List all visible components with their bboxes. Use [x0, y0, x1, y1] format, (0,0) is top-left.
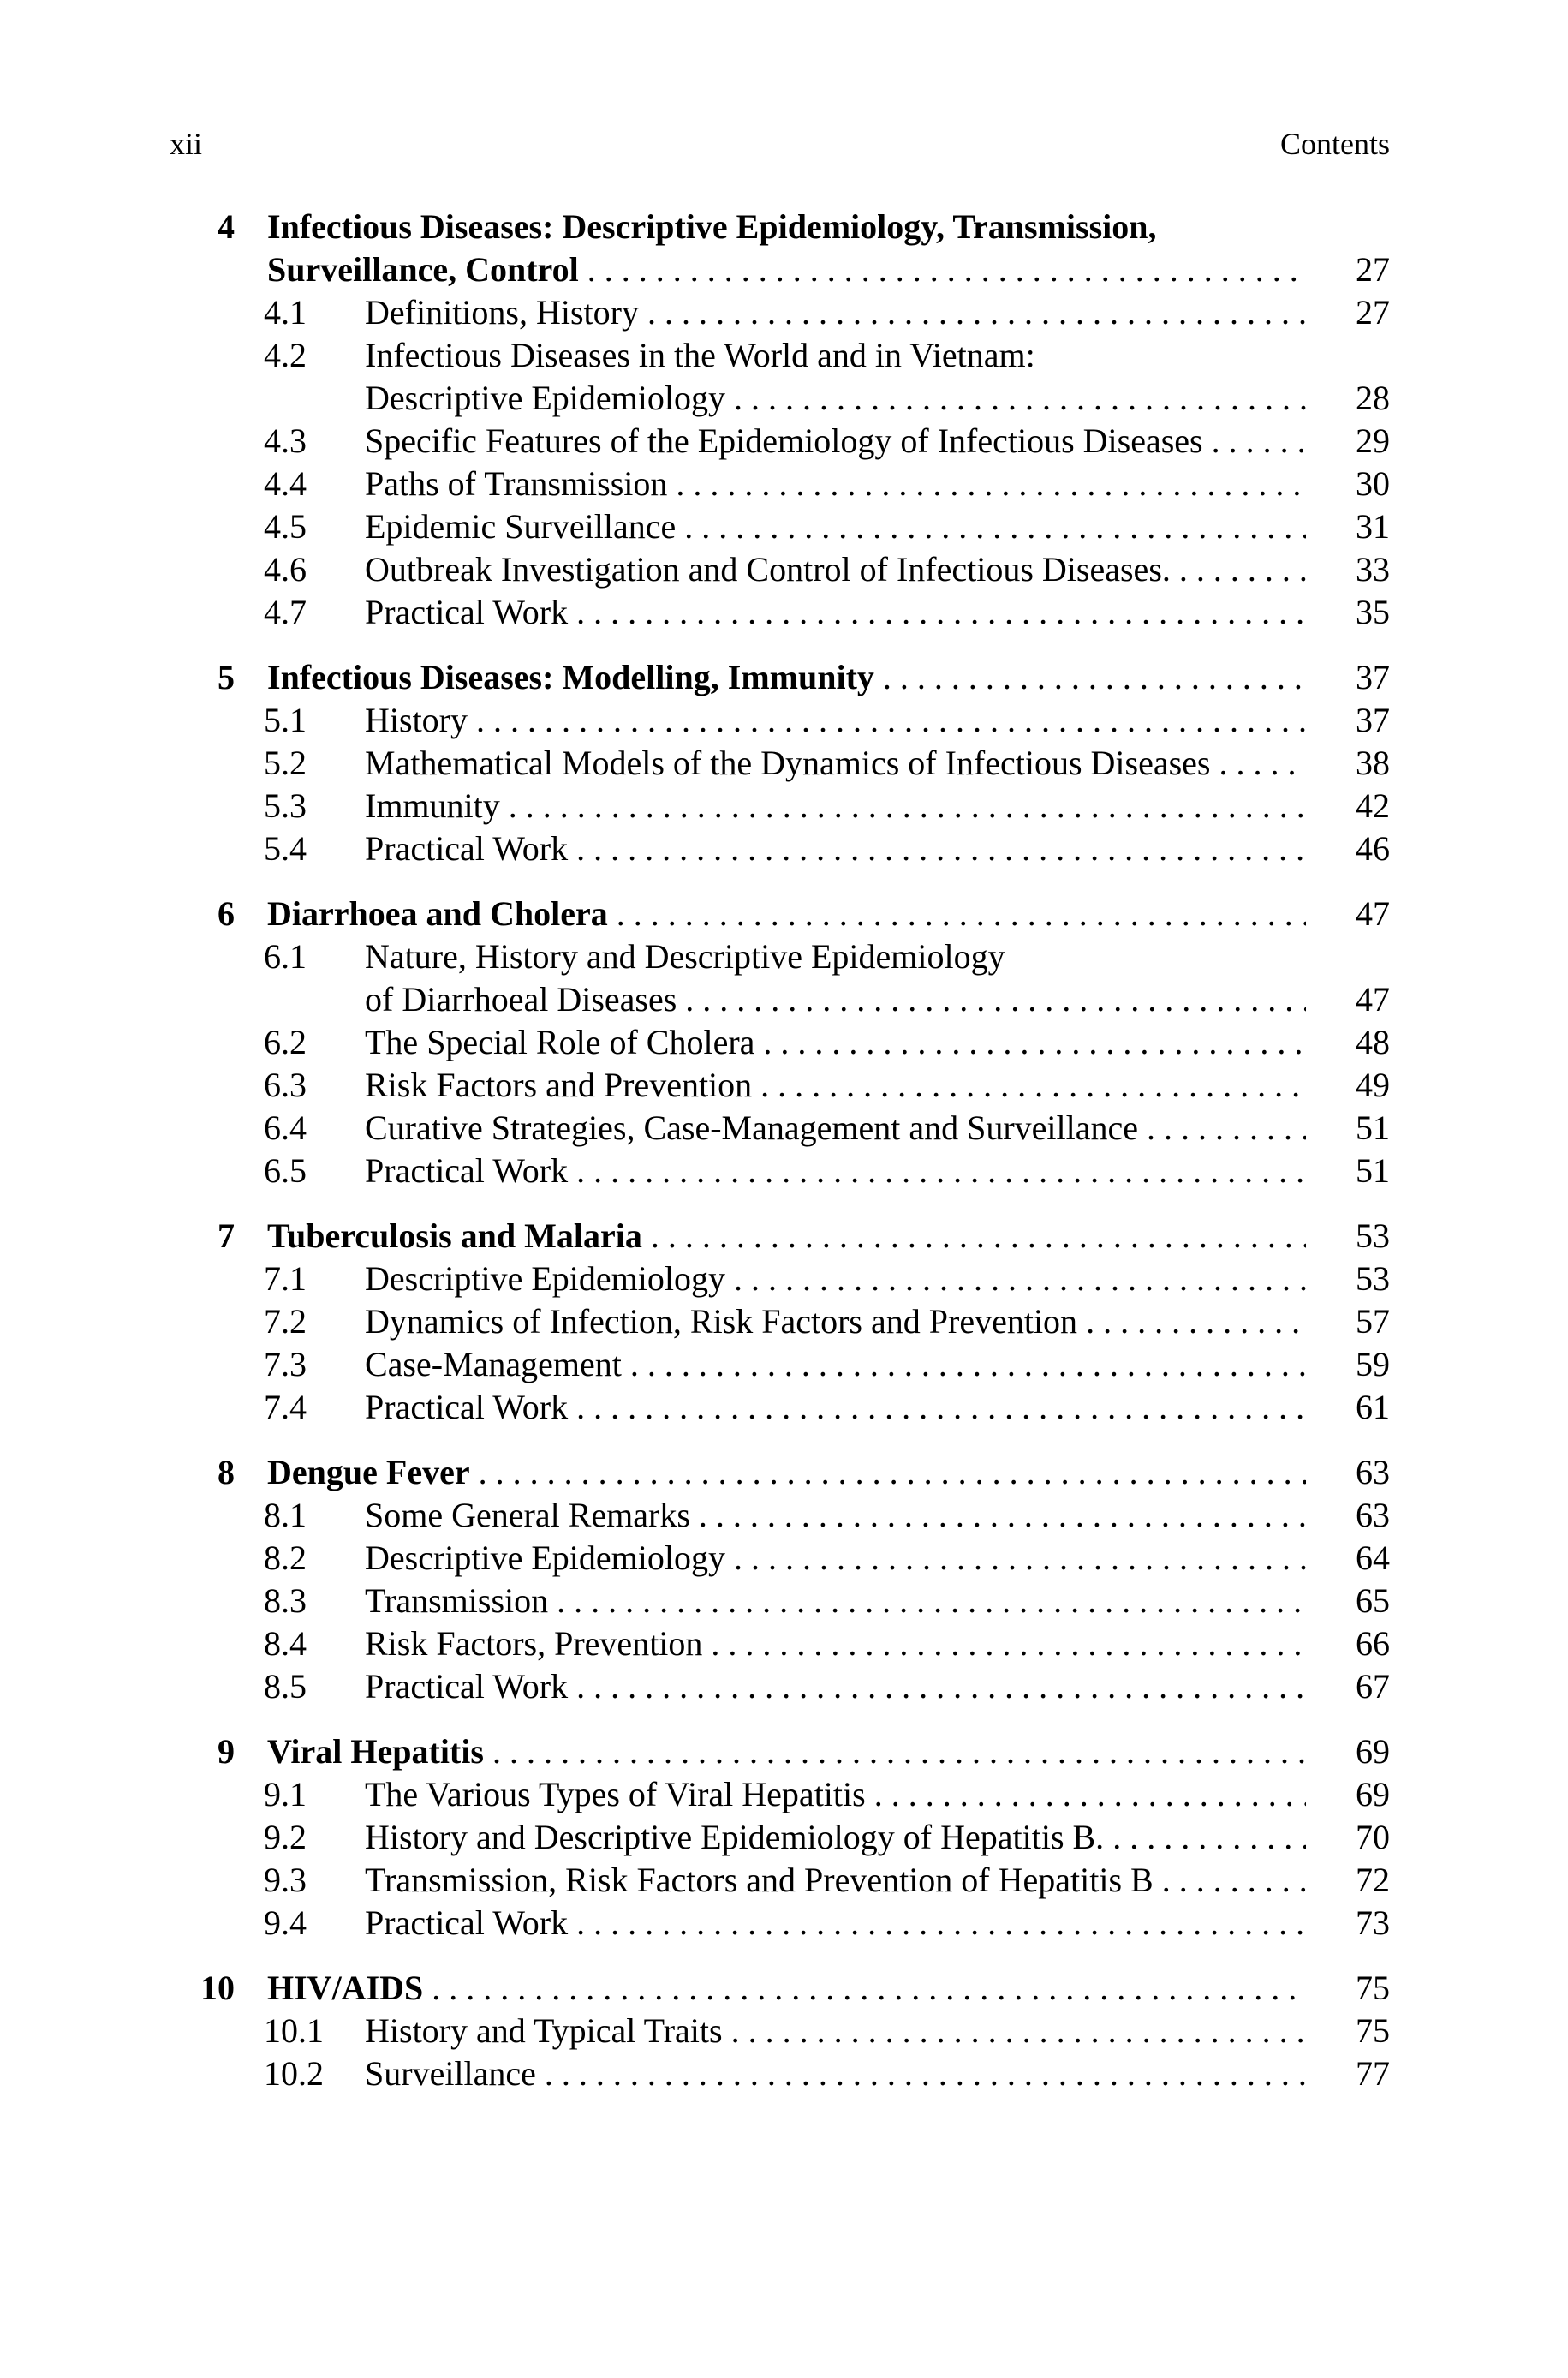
section-title[interactable] — [365, 742, 1306, 785]
dot-leader — [1077, 1302, 1306, 1341]
section-title-text: Practical Work — [365, 1667, 569, 1706]
section-title-text: Definitions, History — [365, 293, 639, 332]
section-title[interactable] — [365, 699, 1306, 742]
section-line — [0, 1580, 1568, 1622]
section-number: 4.3 — [264, 421, 307, 460]
section-title[interactable] — [365, 978, 1306, 1021]
section-page-number: 67 — [1356, 1667, 1390, 1706]
section-line — [0, 699, 1568, 742]
section-title-text: Specific Features of the Epidemiology of Infectious Diseases — [365, 421, 1203, 460]
section-line — [0, 1343, 1568, 1386]
section-page-number: 30 — [1356, 464, 1390, 503]
section-page-number: 35 — [1356, 593, 1390, 631]
dot-leader — [536, 2054, 1306, 2093]
section-line — [0, 742, 1568, 785]
dot-leader — [1203, 421, 1306, 460]
section-number: 6.5 — [264, 1151, 307, 1190]
section-page-number: 49 — [1356, 1066, 1390, 1104]
section-line — [0, 1859, 1568, 1902]
dot-leader — [754, 1023, 1306, 1061]
chapter-title-text: Infectious Diseases: Modelling, Immunity — [267, 658, 874, 696]
section-title-text: Practical Work — [365, 1151, 569, 1190]
section-page-number: 59 — [1356, 1345, 1390, 1383]
section-number: 8.2 — [264, 1539, 307, 1577]
chapter-page-number: 63 — [1356, 1453, 1390, 1491]
section-title-text: Outbreak Investigation and Control of Infectious Diseases. — [365, 550, 1171, 589]
section-title-text: Risk Factors, Prevention — [365, 1624, 703, 1663]
section-page-number: 66 — [1356, 1624, 1390, 1663]
section-number: 7.1 — [264, 1259, 307, 1298]
section-number: 5.2 — [264, 744, 307, 782]
section-title-text: Descriptive Epidemiology — [365, 379, 726, 417]
section-title[interactable] — [365, 828, 1306, 870]
section-line — [0, 2010, 1568, 2052]
section-page-number: 72 — [1356, 1861, 1390, 1899]
section-page-number: 29 — [1356, 421, 1390, 460]
section-number: 6.2 — [264, 1023, 307, 1061]
section-page-number: 57 — [1356, 1302, 1390, 1341]
section-page-number: 27 — [1356, 293, 1390, 332]
chapter-title[interactable] — [267, 1967, 1306, 2010]
section-number: 5.4 — [264, 829, 307, 868]
chapter-page-number: 47 — [1356, 894, 1390, 933]
section-number: 4.1 — [264, 293, 307, 332]
section-title[interactable] — [365, 463, 1306, 505]
section-number: 4.2 — [264, 336, 307, 374]
section-title-text: Practical Work — [365, 1903, 569, 1942]
section-title[interactable] — [365, 1343, 1306, 1386]
section-line — [0, 978, 1568, 1021]
section-line — [0, 1622, 1568, 1665]
section-number: 10.1 — [264, 2011, 324, 2050]
section-title[interactable] — [365, 505, 1306, 548]
chapter-title[interactable] — [267, 1451, 1306, 1494]
section-title[interactable] — [365, 548, 1306, 591]
section-title-text: Transmission, Risk Factors and Prevention of Hepatitis B — [365, 1861, 1154, 1899]
dot-leader — [642, 1216, 1306, 1255]
dot-leader — [874, 658, 1306, 696]
section-title[interactable] — [365, 1258, 1306, 1300]
section-page-number: 61 — [1356, 1388, 1390, 1426]
section-line — [0, 2052, 1568, 2095]
section-line — [0, 1150, 1568, 1192]
section-page-number: 51 — [1356, 1108, 1390, 1147]
chapter-number: 10 — [200, 1969, 235, 2007]
section-page-number: 42 — [1356, 786, 1390, 825]
section-page-number: 53 — [1356, 1259, 1390, 1298]
section-line — [0, 828, 1568, 870]
section-page-number: 38 — [1356, 744, 1390, 782]
dot-leader — [752, 1066, 1306, 1104]
chapter-block — [0, 1451, 1568, 1708]
section-title[interactable] — [365, 1537, 1306, 1580]
section-page-number: 65 — [1356, 1581, 1390, 1620]
chapter-block — [0, 1215, 1568, 1429]
dot-leader — [677, 980, 1306, 1019]
section-page-number: 70 — [1356, 1818, 1390, 1856]
section-title-text: Curative Strategies, Case-Management and Surveillance — [365, 1108, 1139, 1147]
section-line — [0, 935, 1568, 978]
section-title[interactable] — [365, 1150, 1306, 1192]
section-page-number: 31 — [1356, 507, 1390, 546]
section-line — [0, 1773, 1568, 1816]
section-title-text: Case-Management — [365, 1345, 622, 1383]
section-page-number: 33 — [1356, 550, 1390, 589]
chapter-line — [0, 206, 1568, 248]
section-line — [0, 463, 1568, 505]
section-number: 7.4 — [264, 1388, 307, 1426]
section-line — [0, 420, 1568, 463]
section-title[interactable] — [365, 420, 1306, 463]
chapter-page-number: 75 — [1356, 1969, 1390, 2007]
section-number: 9.3 — [264, 1861, 307, 1899]
section-title[interactable] — [365, 334, 1306, 377]
section-page-number: 28 — [1356, 379, 1390, 417]
chapter-block — [0, 1967, 1568, 2095]
dot-leader — [1104, 1818, 1306, 1856]
chapter-number: 9 — [218, 1732, 235, 1771]
chapter-title-text: Tuberculosis and Malaria — [267, 1216, 642, 1255]
section-page-number: 64 — [1356, 1539, 1390, 1577]
section-number: 9.1 — [264, 1775, 307, 1813]
chapter-title-text: Dengue Fever — [267, 1453, 470, 1491]
dot-leader — [667, 464, 1306, 503]
section-title-text: Risk Factors and Prevention — [365, 1066, 753, 1104]
chapter-title[interactable] — [267, 206, 1306, 248]
section-number: 5.3 — [264, 786, 307, 825]
section-number: 9.4 — [264, 1903, 307, 1942]
chapter-title-text: Surveillance, Control — [267, 250, 579, 289]
chapter-number: 8 — [218, 1453, 235, 1491]
dot-leader — [568, 593, 1306, 631]
section-line — [0, 377, 1568, 420]
chapter-title[interactable] — [267, 248, 1306, 291]
section-title-text: Dynamics of Infection, Risk Factors and Prevention — [365, 1302, 1078, 1341]
section-number: 7.3 — [264, 1345, 307, 1383]
section-title-text: Practical Work — [365, 593, 569, 631]
section-page-number: 51 — [1356, 1151, 1390, 1190]
section-line — [0, 1386, 1568, 1429]
dot-leader — [1138, 1108, 1306, 1147]
chapter-title[interactable] — [267, 1730, 1306, 1773]
section-title[interactable] — [365, 2010, 1306, 2052]
dot-leader — [548, 1581, 1306, 1620]
section-page-number: 75 — [1356, 2011, 1390, 2050]
dot-leader — [500, 786, 1306, 825]
dot-leader — [690, 1496, 1306, 1534]
section-title-text: Immunity — [365, 786, 500, 825]
chapter-title-text: Viral Hepatitis — [267, 1732, 484, 1771]
section-line — [0, 1064, 1568, 1107]
section-title-text: History and Typical Traits — [365, 2011, 723, 2050]
section-number: 5.1 — [264, 701, 307, 739]
dot-leader — [568, 1903, 1306, 1942]
section-title-text: Nature, History and Descriptive Epidemiology — [365, 937, 1005, 976]
section-number: 10.2 — [264, 2054, 324, 2093]
chapter-title-text: Infectious Diseases: Descriptive Epidemiology, Transmission, — [267, 207, 1157, 246]
chapter-page-number: 53 — [1356, 1216, 1390, 1255]
section-page-number: 69 — [1356, 1775, 1390, 1813]
section-number: 4.4 — [264, 464, 307, 503]
section-title[interactable] — [365, 1386, 1306, 1429]
section-number: 8.5 — [264, 1667, 307, 1706]
section-title[interactable] — [365, 1665, 1306, 1708]
dot-leader — [568, 1151, 1306, 1190]
section-title[interactable] — [365, 1902, 1306, 1945]
section-line — [0, 591, 1568, 634]
chapter-block — [0, 1730, 1568, 1945]
section-page-number: 48 — [1356, 1023, 1390, 1061]
section-line — [0, 1107, 1568, 1150]
dot-leader — [866, 1775, 1306, 1813]
section-page-number: 63 — [1356, 1496, 1390, 1534]
section-title-text: of Diarrhoeal Diseases — [365, 980, 677, 1019]
dot-leader — [568, 1667, 1306, 1706]
section-title-text: History — [365, 701, 468, 739]
section-number: 9.2 — [264, 1818, 307, 1856]
section-title-text: Mathematical Models of the Dynamics of Infectious Diseases — [365, 744, 1211, 782]
chapter-number: 6 — [218, 894, 235, 933]
section-line — [0, 1537, 1568, 1580]
section-title[interactable] — [365, 377, 1306, 420]
dot-leader — [468, 701, 1306, 739]
section-number: 4.6 — [264, 550, 307, 589]
section-number: 8.1 — [264, 1496, 307, 1534]
chapter-line — [0, 1451, 1568, 1494]
section-title-text: Epidemic Surveillance — [365, 507, 677, 546]
section-line — [0, 334, 1568, 377]
chapter-title[interactable] — [267, 1215, 1306, 1258]
section-page-number: 77 — [1356, 2054, 1390, 2093]
section-page-number: 73 — [1356, 1903, 1390, 1942]
section-page-number: 37 — [1356, 701, 1390, 739]
chapter-block — [0, 893, 1568, 1192]
section-title-text: Infectious Diseases in the World and in Vietnam: — [365, 336, 1035, 374]
chapter-line — [0, 893, 1568, 935]
section-line — [0, 1494, 1568, 1537]
section-line — [0, 1258, 1568, 1300]
dot-leader — [579, 250, 1306, 289]
section-title[interactable] — [365, 1773, 1306, 1816]
dot-leader — [608, 894, 1306, 933]
section-title[interactable] — [365, 1816, 1306, 1859]
section-title-text: History and Descriptive Epidemiology of Hepatitis B. — [365, 1818, 1105, 1856]
chapter-page-number: 27 — [1356, 250, 1390, 289]
chapter-number: 7 — [218, 1216, 235, 1255]
section-line — [0, 1665, 1568, 1708]
chapter-page-number: 37 — [1356, 658, 1390, 696]
dot-leader — [622, 1345, 1306, 1383]
dot-leader — [676, 507, 1306, 546]
chapter-title[interactable] — [267, 893, 1306, 935]
dot-leader — [639, 293, 1306, 332]
section-title[interactable] — [365, 935, 1306, 978]
chapter-line — [0, 248, 1568, 291]
dot-leader — [723, 2011, 1306, 2050]
section-title[interactable] — [365, 785, 1306, 828]
dot-leader — [1154, 1861, 1306, 1899]
chapter-title-text: Diarrhoea and Cholera — [267, 894, 608, 933]
section-number: 8.3 — [264, 1581, 307, 1620]
section-title[interactable] — [365, 1300, 1306, 1343]
chapter-block — [0, 656, 1568, 870]
section-number: 6.3 — [264, 1066, 307, 1104]
section-page-number: 47 — [1356, 980, 1390, 1019]
section-line — [0, 1300, 1568, 1343]
section-title[interactable] — [365, 1064, 1306, 1107]
page-folio: xii — [170, 127, 203, 161]
chapter-line — [0, 656, 1568, 699]
chapter-title[interactable] — [267, 656, 1306, 699]
dot-leader — [470, 1453, 1306, 1491]
section-title-text: Some General Remarks — [365, 1496, 690, 1534]
dot-leader — [1211, 744, 1307, 782]
dot-leader — [725, 1539, 1306, 1577]
section-title-text: Transmission — [365, 1581, 549, 1620]
section-number: 8.4 — [264, 1624, 307, 1663]
dot-leader — [725, 1259, 1306, 1298]
section-line — [0, 291, 1568, 334]
section-title-text: Paths of Transmission — [365, 464, 668, 503]
chapter-page-number: 69 — [1356, 1732, 1390, 1771]
section-line — [0, 1902, 1568, 1945]
section-title[interactable] — [365, 2052, 1306, 2095]
dot-leader — [1171, 550, 1306, 589]
section-title[interactable] — [365, 1580, 1306, 1622]
section-title[interactable] — [365, 291, 1306, 334]
running-head-title: Contents — [1279, 127, 1390, 161]
section-line — [0, 505, 1568, 548]
chapter-block — [0, 206, 1568, 634]
dot-leader — [484, 1732, 1306, 1771]
section-title-text: Practical Work — [365, 829, 569, 868]
section-number: 4.5 — [264, 507, 307, 546]
dot-leader — [568, 1388, 1306, 1426]
section-title[interactable] — [365, 1107, 1306, 1150]
section-title[interactable] — [365, 591, 1306, 634]
chapter-line — [0, 1967, 1568, 2010]
section-line — [0, 785, 1568, 828]
chapter-line — [0, 1730, 1568, 1773]
section-number: 7.2 — [264, 1302, 307, 1341]
chapter-line — [0, 1215, 1568, 1258]
section-title-text: The Various Types of Viral Hepatitis — [365, 1775, 866, 1813]
chapter-number: 5 — [218, 658, 235, 696]
dot-leader — [568, 829, 1306, 868]
section-title[interactable] — [365, 1021, 1306, 1064]
dot-leader — [725, 379, 1306, 417]
section-line — [0, 548, 1568, 591]
section-title[interactable] — [365, 1622, 1306, 1665]
section-title-text: The Special Role of Cholera — [365, 1023, 755, 1061]
section-title[interactable] — [365, 1494, 1306, 1537]
section-line — [0, 1021, 1568, 1064]
section-number: 6.4 — [264, 1108, 307, 1147]
section-page-number: 46 — [1356, 829, 1390, 868]
section-line — [0, 1816, 1568, 1859]
dot-leader — [423, 1969, 1306, 2007]
section-number: 4.7 — [264, 593, 307, 631]
chapter-number: 4 — [218, 207, 235, 246]
section-title-text: Descriptive Epidemiology — [365, 1259, 726, 1298]
dot-leader — [702, 1624, 1306, 1663]
section-title-text: Surveillance — [365, 2054, 536, 2093]
section-title-text: Descriptive Epidemiology — [365, 1539, 726, 1577]
section-number: 6.1 — [264, 937, 307, 976]
chapter-title-text: HIV/AIDS — [267, 1969, 424, 2007]
table-of-contents — [0, 206, 1568, 2118]
section-title[interactable] — [365, 1859, 1306, 1902]
section-title-text: Practical Work — [365, 1388, 569, 1426]
